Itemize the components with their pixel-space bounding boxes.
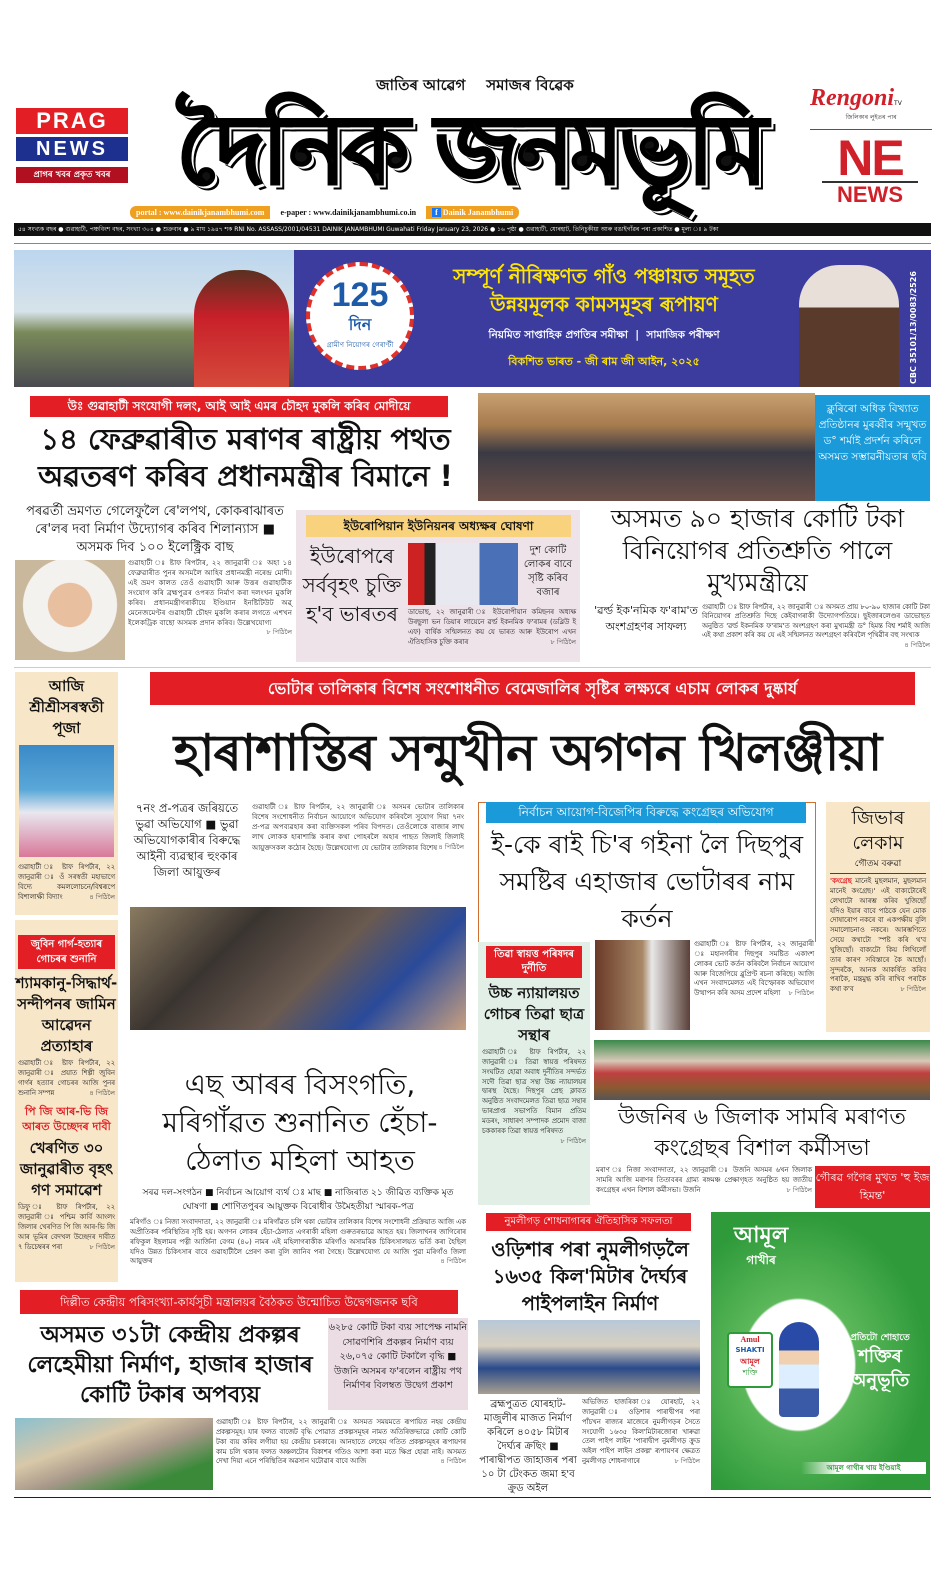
saraswati-title[interactable]: আজি শ্ৰীশ্ৰীসৰস্বতী পূজা xyxy=(29,677,104,737)
prag-tagline: প্ৰাগৰ খবৰ প্ৰকৃত খবৰ xyxy=(16,167,128,183)
congress-rally-photo xyxy=(594,1040,930,1100)
rengoni-tagline: জিলিকাৰ লুইতৰ পাৰ xyxy=(845,114,897,121)
ujani-red-box: গৌৰৱ গগৈৰ মুখত 'হু ইজ হিমন্ত' xyxy=(815,1166,930,1208)
tagline-right: সমাজৰ বিৱেক xyxy=(486,76,574,94)
ne-text: NE xyxy=(837,130,903,186)
numaligarh-subhead: ব্ৰহ্মপুত্ৰত যোৰহাট-মাজুলীৰ মাজত নিৰ্মাণ কৰিলে ৪০৫৮ মিটাৰ দৈৰ্ঘ্যৰ ক্ৰছিং ■ পাৰাদ্বীপত জাহাজৰ পৰা ১০ টা টেংকত জমা হ'ব ক্ৰুড অইল xyxy=(479,1399,577,1494)
tiwa-headline[interactable]: উচ্চ ন্যায়ালয়ত গোচৰ তিৱা ছাত্ৰ সন্থাৰ xyxy=(483,984,585,1044)
eu-kicker: ইউৰোপিয়ান ইউনিয়নৰ অধ্যক্ষৰ ঘোষণা xyxy=(306,515,571,537)
rengoni-tv-logo xyxy=(810,85,932,130)
column-lead: 'কংগ্ৰেছ xyxy=(830,877,852,885)
invest-continued[interactable]: ৪ পিঠিলৈ xyxy=(904,640,930,649)
voter-subhead: ৭নং প্ৰ-পত্ৰৰ জৰিয়তে ভুৱা অভিযোগ ■ ভুৱা অভিযোগকাৰীৰ বিৰুদ্ধে আইনী ব্যৱস্থাৰ হুংকাৰ জিলা আয়ুক্তৰ xyxy=(133,801,241,879)
amul-pack-brand: Amul xyxy=(740,1335,760,1344)
rengoni-text: Rengoni xyxy=(810,85,895,111)
sir-continued[interactable]: ৪ পিঠিলৈ xyxy=(440,1257,466,1266)
tiwa-continued[interactable]: ৮ পিঠিলৈ xyxy=(560,1136,586,1145)
125-days-badge xyxy=(306,262,414,370)
voter-kicker: ভোটাৰ তালিকাৰ বিশেষ সংশোধনীত বেমেজালিৰ সৃষ্টিৰ লক্ষ্যৰে এচাম লোকৰ দুষ্কাৰ্য xyxy=(150,672,915,705)
ne-news-logo xyxy=(822,130,918,207)
badge-number: 125 xyxy=(331,276,389,314)
voter-headline[interactable]: হাৰাশাস্তিৰ সন্মুখীন অগণন খিলঞ্জীয়া xyxy=(173,724,882,782)
eu-headline[interactable]: ইউৰোপৰে সৰ্ববৃহৎ চুক্তি হ'ব ভাৰতৰ xyxy=(302,544,402,626)
pgr-body: ডিফু ঃ ষ্টাফ ৰিপৰ্টাৰ, ২২ জানুৱাৰী ঃ পশ্চিম কাৰ্বি আংলং জিলাৰ খেৰণিত পি জি আৰ-ভি জি আৰ ভূমিৰ বেদখল উচ্ছেদৰ দাবীত ৭ ডিচেম্বৰৰ পৰা xyxy=(18,1203,115,1251)
voter-continued[interactable]: ৪ পিঠিলৈ xyxy=(438,842,464,851)
modi-headline[interactable]: ১৪ ফেব্ৰুৱাৰীত মৰাণৰ ৰাষ্ট্ৰীয় পথত অৱতৰণ কৰিব প্ৰধানমন্ত্ৰীৰ বিমানে ! xyxy=(38,422,453,493)
amul-pack-name: SHAKTI xyxy=(735,1346,765,1354)
modi-body: গুৱাহাটী ঃ ষ্টাফ ৰিপৰ্টাৰ, ২২ জানুৱাৰী ঃ অহা ১৪ ফেব্ৰুৱাৰীত পুনৰ অসমলৈ আহিব প্ৰধানমন্ত্ৰী নৰেন্দ্ৰ মোদী। এই ভ্ৰমণ কালত তেওঁ গুৱাহাটী আৰু উত্তৰ গুৱাহাটীক সংযোগ কৰি ব্ৰহ্মপুত্ৰৰ ওপৰত নিৰ্মাণ কৰা দলংখন মুকলি কৰিব। প্ৰধানমন্ত্ৰীগৰাকীয়ে ইণ্ডিয়ান ইনষ্টিটিউট অৱ্ মেনেজমেণ্টৰ গুৱাহাটী চৌহদ মুকলি কৰাৰ লগতে এশখন ইলেকট্ৰিক বাছো অসমক প্ৰদান কৰিব। উল্লেখযোগ্য xyxy=(128,558,292,627)
pgr-headline[interactable]: খেৰণিত ৩০ জানুৱাৰীত বৃহৎ গণ সমাৱেশ xyxy=(19,1139,114,1200)
amul-footer: আমূল গাখীৰ খায় ইণ্ডিয়াই xyxy=(801,1462,926,1474)
ad-line3a: নিয়মিত সাপ্তাহিক প্ৰগতিৰ সমীক্ষা xyxy=(488,329,628,341)
facebook-link[interactable]: Dainik Janambhumi xyxy=(442,207,514,217)
prag-logo-bottom: NEWS xyxy=(16,137,128,161)
amul-girl-mascot xyxy=(779,1322,819,1417)
projects-body: গুৱাহাটী ঃ ষ্টাফ ৰিপৰ্টাৰ, ২২ জানুৱাৰী ঃ অসমত সময়মতে ৰূপায়িত নহয় কেন্দ্ৰীয় প্ৰকল্পসমূহ। যাৰ ফলত বাজেট বৃদ্ধি পোৱাত প্ৰকল্পসমূহৰ নামত অতিৰিক্তভাৱে কোটি কোটি টকা ব্যয় কৰিব লগীয়া হয় কেন্দ্ৰীয় চৰকাৰে। আনহাতে লেহেম গতিত প্ৰকল্পসমূহৰ ৰূপায়ণৰ কাম চলি থকাৰ ফলত অঞ্চলটোৰ বিকাশৰ গতিও আশা কৰা মতে ক্ষিপ্ৰ হোৱা নাই। অসমত দেখা দিয়া এনে পৰিস্থিতিৰ অৱসান ঘটোৱাৰ বাবে আজি xyxy=(216,1418,466,1466)
column-box xyxy=(826,802,930,1032)
mahila-congress-photo xyxy=(595,940,690,1030)
voter-body: গুৱাহাটী ঃ ষ্টাফ ৰিপৰ্টাৰ, ২২ জানুৱাৰী ঃ অসমৰ ভোটাৰ তালিকাৰ বিশেষ সংশোধনীত নিৰ্বাচন আয়োগে অভিযোগ কৰিবলৈ সুযোগ দিয়া ৭নং প্ৰ-পত্ৰ অপব্যৱহাৰ কৰা ব্যক্তিসকল পৰিব বিপদত। তেওঁলোকে বাজাৰ লাখ লাখ লোকক হাৰাশাস্তি কৰাৰ কথা পোহৰলৈ অহাৰ পাছত জিলাই জিলাই আয়ুক্তসকল কঠোৰ হৈছে। উল্লেখযোগ্য যে ভোটাৰ তালিকাৰ বিশেষ xyxy=(252,803,464,852)
ujani-continued[interactable]: ৮ পিঠিলৈ xyxy=(786,1185,812,1194)
column-title[interactable]: জিভাৰ লেকাম xyxy=(851,807,905,854)
masthead-title: দৈনিক জনমভূমি xyxy=(176,94,764,206)
left-column xyxy=(15,920,118,1282)
ec-headline[interactable]: ই-কে ৰাই চি'ৰ গইনা লৈ দিছপুৰ সমষ্টিৰ এহাজাৰ ভোটাৰৰ নাম কৰ্তন xyxy=(490,830,804,933)
sir-body: মৰিগাঁও ঃ নিজা সংবাদদাতা, ২২ জানুৱাৰী ঃ মৰিগাঁৱত চলি থকা ভোটাৰ তালিকাৰ বিশেষ সংশোধনী প্ৰক্ৰিয়াত আজি এক অপ্ৰীতিকৰ পৰিস্থিতিৰ সৃষ্টি হয়। অগণন লোকৰ হেঁচা-ঠেলাত এগৰাকী মহিলা গুৰুতৰভাৱে আহত হয়। জিলাখনৰ জাগিৰোৰ ৰফিকুল ইছলামৰ পত্নী আৰ্জিনা বেগম (৪০) নামৰ এই মহিলাগৰাকীক মৰিগাঁও অসামৰিক চিকিৎসালয়ত ভৰ্তি কৰা হৈছিল যদিও উন্নত চিকিৎসাৰ বাবে গুৱাহাটীলৈ প্ৰেৰণ কৰা বুলি জানিব পৰা গৈছে। উল্লেখযোগ্য যে আজি পুৱা মৰিগাঁও জিলা আয়ুক্তৰ xyxy=(130,1218,466,1266)
column-continued[interactable]: ৮ পিঠিলৈ xyxy=(900,985,926,994)
amul-line1: প্ৰতিটো শোহাতে xyxy=(850,1333,910,1343)
saraswati-body: গুৱাহাটী ঃ ষ্টাফ ৰিপৰ্টাৰ, ২২ জানুৱাৰী ঃ ওঁ সৰস্বতী মহাভাগে বিদ্যে কমললোচনে/বিশ্বৰূপে বিশালাক্ষী বিদ্যাং xyxy=(18,863,115,901)
tiwa-kicker: তিৱা স্বায়ত্ত পৰিষদৰ দুৰ্নীতি xyxy=(486,946,582,978)
numaligarh-continued[interactable]: ৮ পিঠিলৈ xyxy=(674,1457,700,1466)
ec-continued[interactable]: ৮ পিঠিলৈ xyxy=(788,989,814,998)
modi-continued[interactable]: ৮ পিঠিলৈ xyxy=(266,627,292,636)
pgr-kicker: পি জি আৰ-ভি জি আৰত উচ্ছেদৰ দাবী xyxy=(22,1105,111,1134)
sir-headline[interactable]: এছ আৰৰ বিসংগতি, মৰিগাঁৱত শুনানিত হেঁচা-ঠেলাত মহিলা আহত xyxy=(162,1068,438,1177)
ad-line2: উন্নয়মূলক কামসমূহৰ ৰূপায়ণ xyxy=(490,292,718,316)
facebook-icon: f xyxy=(432,208,441,217)
invest-body: গুৱাহাটী ঃ ষ্টাফ ৰিপৰ্টাৰ, ২২ জানুৱাৰী ঃ অসমত প্ৰায় ৮০-৯০ হাজাৰ কোটি টকা বিনিয়োগৰ প্ৰতিশ্ৰুতি দিছে কেইবাগৰাকী উদ্যোগপতিয়ে। ছুইজাৰলেণ্ডৰ ডাভোছত অনুষ্ঠিত 'ৱৰ্ল্ড ইকনমিক ফ'ৰাম'ত অংশগ্ৰহণ কৰা মুখ্যমন্ত্ৰী ড° হিমন্ত বিশ্ব শৰ্মাই আজি এই কথা প্ৰকাশ কৰি কয় যে এই সন্মিলনত অংশগ্ৰহণ কৰিবলৈ পৃথিৱীৰ বহু সংখ্যক xyxy=(702,603,930,640)
davos-group-photo xyxy=(478,393,815,501)
eu-president-photo xyxy=(408,543,518,605)
prag-news-logo xyxy=(16,108,128,183)
epaper-link[interactable]: e-paper : www.dainikjanambhumi.co.in xyxy=(280,207,417,217)
zubeen-headline[interactable]: শ্যামকানু-সিদ্ধাৰ্থ-সন্দীপনৰ জামিন আৱেদন প্ৰত্যাহাৰ xyxy=(15,974,118,1055)
banner-ad[interactable]: 125 দিন গ্ৰামীণ নিয়োগৰ গেৰাণ্টী সম্পূৰ্ণ নীৰিক্ষণত গাঁও পঞ্চায়ত সমূহত উন্নয়মূলক কামসমূহৰ ৰূপায়ণ নিয়মিত সাপ্তাহিক প্ৰগতিৰ সমীক্ষা | সামাজিক পৰীক্ষণ বিকশিত ভাৰত - জী ৰাম জী আইন, ২০২৫ CBC 35101/13/0083/2526 xyxy=(14,250,931,387)
amul-pack-label xyxy=(727,1332,773,1388)
sir-subhead: সৰৱ দল-সংগঠন ■ নিৰ্বাচন আয়োগ ব্যৰ্থ ঃ মাছ ■ নাজিৰাত ২১ জীৱিত ব্যক্তিক মৃত ঘোষণা ■ শোণিতপুৰৰ আয়ুক্তক বিৰোধীৰ উমৈহতীয়া স্মাৰক-পত্ৰ xyxy=(142,1188,454,1212)
eu-box xyxy=(296,510,580,662)
saraswati-continued[interactable]: ৪ পিঠিলৈ xyxy=(89,892,115,901)
modi-subhead: পৰৱৰ্তী ভ্ৰমণত গেলেফুলৈ ৰে'লপথ, কোকৰাঝাৰত ৰে'লৰ দবা নিৰ্মাণ উদ্যোগৰ কৰিব শিলান্যাস ■ অসমক দিব ১০০ ইলেক্ট্ৰিক বাছ xyxy=(26,504,284,555)
saraswati-box xyxy=(15,672,118,915)
ujani-headline[interactable]: উজনিৰ ৬ জিলাক সামৰি মৰাণত কংগ্ৰেছৰ বিশাল কৰ্মীসভা xyxy=(618,1105,906,1161)
tagline xyxy=(360,76,590,94)
eu-continued[interactable]: ৮ পিঠিলৈ xyxy=(550,637,576,646)
amul-pack-shakti: শক্তি xyxy=(742,1368,758,1377)
woman-photo xyxy=(194,270,289,387)
tiwa-body: গুৱাহাটী ঃ ষ্টাফ ৰিপৰ্টাৰ, ২২ জানুৱাৰী ঃ তিৱা স্বায়ত্ত পৰিষদত সংঘটিত হোৱা অবাধ দুৰ্নীতিৰ সন্দৰ্ভত সদৌ তিৱা ছাত্ৰ সন্থা উচ্চ ন্যায়ালয়ৰ দ্বাৰস্থ হৈছে। দিছপুৰ প্ৰেছ ক্লাবত অনুষ্ঠিত সংবাদমেলত তিৱা ছাত্ৰ সন্থাৰ ভাৰপ্ৰাপ্ত সভাপতি বিমান প্ৰতিম মডৰং, সাধাৰণ সম্পাদক প্ৰমোদ বাজা চককাৰক তিৱা স্বায়ত্ত পৰিষদত xyxy=(482,1048,586,1135)
badge-sub: গ্ৰামীণ নিয়োগৰ গেৰাণ্টী xyxy=(326,341,394,349)
amul-brand: আমূল xyxy=(733,1223,789,1248)
eu-body: ডাভোছ, ২২ জানুৱাৰী ঃ ইউৰোপীয়ান কমিছনৰ অধ্যক্ষ উৰছুলা ভন ডিয়াৰ লায়েনে ৱৰ্ল্ড ইকনমিক ফ'ৰামৰ (ডব্লিউ ই এফ) বাৰ্ষিক সন্মিলনত কয় যে ভাৰত আৰু ইউৰোপ এখন ঐতিহাসিক চুক্তি কৰাৰ xyxy=(408,608,576,646)
amul-brand-sub: গাখীৰ xyxy=(746,1253,776,1267)
invest-headline[interactable]: অসমত ৯০ হাজাৰ কোটি টকা বিনিয়োগৰ প্ৰতিশ্ৰুতি পালে মুখ্যমন্ত্ৰীয়ে xyxy=(610,504,905,597)
invest-subhead: 'ৱৰ্ল্ড ইক'নমিক ফ'ৰাম'ত অংশগ্ৰহণৰ সাফল্য xyxy=(594,604,698,633)
numaligarh-body: অভিজিত হাজৰিকা ঃ যোৰহাট, ২২ জানুৱাৰী ঃ ওড়িশাৰ পাৰাদ্বীপৰ পৰা পাঁচখন ৰাজ্যৰ মাজেৰে নুমলীগড়ৰ সৈতে সংযোগী ১৬৩৫ কিল'মিটাৰজোৰা খাৰুৱা তেল পাইপ লাইন 'পাৰাদ্বীপ নুমলীগড় ক্ৰুড অইল পাইপ লাইন প্ৰকল্প' ৰূপায়ণৰ ক্ষেত্ৰত নুমলীগড় শোধনাগাৰে xyxy=(582,1398,700,1466)
portal-link[interactable]: portal : www.dainikjanambhumi.com xyxy=(130,206,270,219)
modi-photo xyxy=(15,560,125,660)
amul-line3: অনুভূতি xyxy=(850,1370,910,1391)
column-author: গৌতম বৰুৱা xyxy=(830,856,926,874)
badge-day: দিন xyxy=(348,315,372,334)
zubeen-continued[interactable]: ৪ পিঠিলৈ xyxy=(89,1088,115,1097)
ad-code: CBC 35101/13/0083/2526 xyxy=(909,271,918,384)
dam-photo xyxy=(15,1418,213,1490)
prag-logo-top: PRAG xyxy=(16,108,128,134)
ad-line1: সম্পূৰ্ণ নীৰিক্ষণত গাঁও পঞ্চায়ত সমূহত xyxy=(453,264,755,288)
projects-continued[interactable]: ৪ পিঠিলৈ xyxy=(440,1457,466,1466)
zubeen-body: গুৱাহাটী ঃ ষ্টাফ ৰিপৰ্টাৰ, ২২ জানুৱাৰী ঃ প্ৰয়াত শিল্পী জুবিন গাৰ্গৰ হত্যাৰ গোচৰৰ আজি পুনৰ শুনানি সম্পন্ন xyxy=(18,1059,115,1097)
column-body: মানেই মুছলমান, মুছলমান মানেই কংগ্ৰেছ।' এই বাক্যটোৰেই লেখাটো আৰম্ভ কৰিব খুজিছোঁ যদিও ইয়াৰ বাবে পাঠকে যেন মোক দোষাৰোপ নকৰে বা একপক্ষীয় বুলি সমালোচনাও নকৰে। আৰম্ভণিতে সেয়ে কথাটো স্পষ্ট কৰি থ'ব খুজিছোঁ। বাক্যটো কিয় লিখিলোঁ তাৰ কাৰণ সবিস্তাৰে কৈ আছোঁ। সুন্দৰকৈ, আনক আকৰ্ষিত কৰিব পৰাকৈ, মন্ত্ৰমুগ্ধ কৰি ৰাখিব পৰাকৈ কথা ক'ব xyxy=(830,877,926,994)
ne-news-text: NEWS xyxy=(822,181,918,207)
crowd-photo xyxy=(130,907,466,1030)
ad-line4: বিকশিত ভাৰত - জী ৰাম জী আইন, ২০২৫ xyxy=(508,355,700,368)
ad-line3b: সামাজিক পৰীক্ষণ xyxy=(646,329,720,341)
tiwa-box xyxy=(478,942,590,1205)
ec-body: গুৱাহাটী ঃ ষ্টাফ ৰিপৰ্টাৰ, ২২ জানুৱাৰী ঃ মহানগৰীৰ দিছপুৰ সমষ্টিত একাংশ লোকৰ ভোট কৰ্তন কৰিবলৈ নিৰ্বাচন আয়োগ আৰু বিজেপিয়ে ব্লুপ্ৰিণ্ট ৰচনা কৰিছে। আজি এখন সংবাদমেলত এই বিস্ফোৰক অভিযোগ উত্থাপন কৰি অসম প্ৰদেশ মহিলা xyxy=(694,940,814,998)
numaligarh-kicker: নুমলীগড় শোধনাগাৰৰ ঐতিহাসিক সফলতা xyxy=(486,1213,691,1231)
projects-headline[interactable]: অসমত ৩১টা কেন্দ্ৰীয় প্ৰকল্পৰ লেহেমীয়া নিৰ্মাণ, হাজাৰ হাজাৰ কোটি টকাৰ অপব্যয় xyxy=(27,1322,313,1408)
zubeen-kicker: জুবিন গাৰ্গ-হত্যাৰ গোচৰৰ শুনানি xyxy=(18,935,115,969)
modi-kicker: উঃ গুৱাহাটী সংযোগী দলং, আই আই এমৰ চৌহদ মুকলি কৰিব মোদীয়ে xyxy=(30,396,448,417)
eu-side: দুশ কোটি লোকৰ বাবে সৃষ্টি কৰিব বজাৰ xyxy=(523,545,573,598)
saraswati-photo xyxy=(19,745,114,857)
pgr-continued[interactable]: ৮ পিঠিলৈ xyxy=(89,1242,115,1251)
amul-pack-as: আমূল xyxy=(740,1357,760,1366)
info-bar: ৫৪ সংখ্যক বছৰ ● গুৱাহাটী, পঞ্চবিংশ বছৰ, সংখ্যা ৩০৪ ● শুক্ৰবাৰ ● ৯ মাঘ ১৯৪৭ শক RNI No. ASSASS/2001/04531 DAINIK JANAMBHUMI Guwahati Friday January 23, 2026 ● ১৬ পৃষ্ঠা ● গুৱাহাটী, যোৰহাট, তিনিচুকীয়া আৰু বঙাইগাঁৱৰ পৰা প্ৰকাশিত ● মূল্য ঃ ৯ টকা xyxy=(14,223,931,236)
pipeline-photo xyxy=(478,1320,700,1394)
ec-kicker: নিৰ্বাচন আয়োগ-বিজেপিৰ বিৰুদ্ধে কংগ্ৰেছৰ অভিযোগ xyxy=(486,802,806,823)
numaligarh-headline[interactable]: ওড়িশাৰ পৰা নুমলীগড়লৈ ১৬৩৫ কিল'মিটাৰ দৈৰ্ঘ্যৰ পাইপলাইন নিৰ্মাণ xyxy=(491,1238,689,1315)
davos-photo-caption: ক্লুৰিৰো অধিক বিখ্যাত প্ৰতিষ্ঠানৰ মুৰব্বীৰ সন্মুখত ড° শৰ্মাই প্ৰদৰ্শন কৰিলে অসমত সম্ভাৱনীয়তাৰ ছবি xyxy=(815,395,930,501)
amul-line2: শক্তিৰ xyxy=(858,1346,902,1367)
rengoni-tv: TV xyxy=(894,100,902,107)
projects-kicker: দিল্লীত কেন্দ্ৰীয় পৰিসংখ্যা-কাৰ্যসূচী মন্ত্ৰালয়ৰ বৈঠকত উন্মোচিত উদ্বেগজনক ছবি xyxy=(20,1290,458,1314)
tagline-left: জাতিৰ আৱেগ xyxy=(376,76,466,94)
amul-ad[interactable] xyxy=(711,1212,930,1490)
ujani-body: মৰাণ ঃ নিজা সংবাদদাতা, ২২ জানুৱাৰী ঃ উজনি অসমৰ ৬খন জিলাক সামৰি আজি মৰাণৰ তিতাবৰৰ গ্ৰাম্য ৰঙ্গমঞ্চ প্ৰেক্ষাগৃহত অনুষ্ঠিত হয় জাতীয় কংগ্ৰেছৰ এখন বিশাল কৰ্মীসভা। উজনি xyxy=(596,1166,812,1194)
pm-photo xyxy=(799,265,899,387)
links-strip xyxy=(130,204,635,220)
projects-side: ৬২৮৫ কোটি টকা ব্যয় সাপেক্ষ নামনি সোৱণশিৰি প্ৰকল্পৰ নিৰ্মাণ ব্যয় ২৬,০৭৫ কোটি টকালৈ বৃদ্ধি ■ উজনি অসমৰ ফ'ৰলেন ৰাষ্ট্ৰীয় পথ নিৰ্মাণৰ বিলম্বত উদ্বেগ প্ৰকাশ xyxy=(328,1318,468,1410)
